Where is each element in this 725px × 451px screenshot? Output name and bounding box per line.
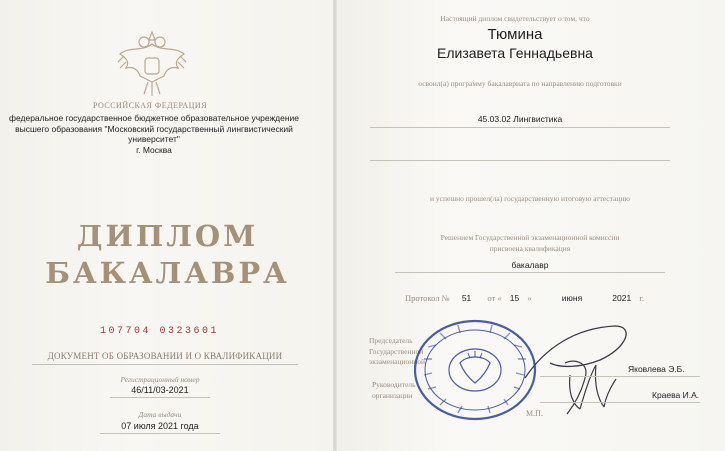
chair-line: экзаменационной [369, 357, 426, 366]
registration-caption: Регистрационный номер [120, 375, 200, 384]
divider [370, 160, 670, 161]
chair-line: Председатель [369, 336, 413, 345]
serial-number: 107704 0323601 [100, 326, 220, 337]
year-suffix: г. [639, 293, 644, 303]
certifies-text: Настоящий диплом свидетельствует о том, что [440, 14, 590, 23]
head-of-organization-name: Краева И.А. [652, 390, 700, 400]
signature-line [540, 376, 700, 377]
divider [32, 364, 298, 365]
attestation-text: и успешно прошел(ла) государственную итоговую аттестацию [430, 194, 630, 203]
commission-chair-name: Яковлева Э.Б. [628, 364, 685, 374]
head-line: Руководитель [372, 380, 416, 389]
holder-given-names: Елизавета Геннадьевна [437, 45, 593, 61]
diploma-subtitle: БАКАЛАВРА [45, 256, 290, 290]
coat-of-arms-icon [112, 22, 192, 102]
registration-number: 46/11/03-2021 [131, 385, 189, 395]
close-quote: » [527, 293, 532, 303]
organization-block [4, 113, 304, 155]
organization-line: высшего образования "Московский государственный лингвистический [15, 123, 293, 134]
protocol-day: 15 [509, 293, 520, 303]
specialty: 45.03.02 Лингвистика [477, 114, 563, 124]
divider [395, 272, 665, 273]
chair-line: Государственной [369, 346, 424, 356]
decision-text [395, 232, 665, 254]
organization-line: университет" [128, 134, 180, 144]
divider [370, 127, 670, 128]
protocol-label: Протокол № [405, 293, 450, 303]
stamp-place-label: М.П. [526, 409, 543, 418]
holder-surname: Тюмина [487, 26, 543, 43]
decision-line: присвоена квалификация [489, 244, 571, 253]
head-line: организации [372, 390, 413, 400]
issue-date-caption: Дата выдачи [138, 410, 182, 419]
signature-icon [560, 355, 620, 415]
decision-line: Решением Государственной экзаменационной комиссии [440, 233, 620, 242]
protocol-year: 2021 [612, 293, 632, 303]
from-label: от « [487, 293, 502, 303]
program-mastered-text: освоил(а) программу бакалавриата по направлению подготовки [418, 79, 622, 88]
country-label: РОССИЙСКАЯ ФЕДЕРАЦИЯ [92, 101, 208, 110]
official-stamp-icon [410, 317, 540, 423]
divider [110, 397, 210, 398]
protocol-line [405, 293, 644, 303]
signature-line [540, 402, 700, 403]
organization-city: г. Москва [136, 144, 172, 155]
document-caption: ДОКУМЕНТ ОБ ОБРАЗОВАНИИ И О КВАЛИФИКАЦИИ [47, 351, 283, 361]
organization-line: федеральное государственное бюджетное образовательное учреждение [8, 113, 300, 123]
qualification: бакалавр [511, 260, 549, 270]
issue-date: 07 июля 2021 года [121, 421, 199, 431]
protocol-month: июня [561, 293, 583, 303]
diploma-title: ДИПЛОМ [76, 219, 259, 253]
divider [100, 433, 220, 434]
protocol-number: 51 [461, 293, 472, 303]
